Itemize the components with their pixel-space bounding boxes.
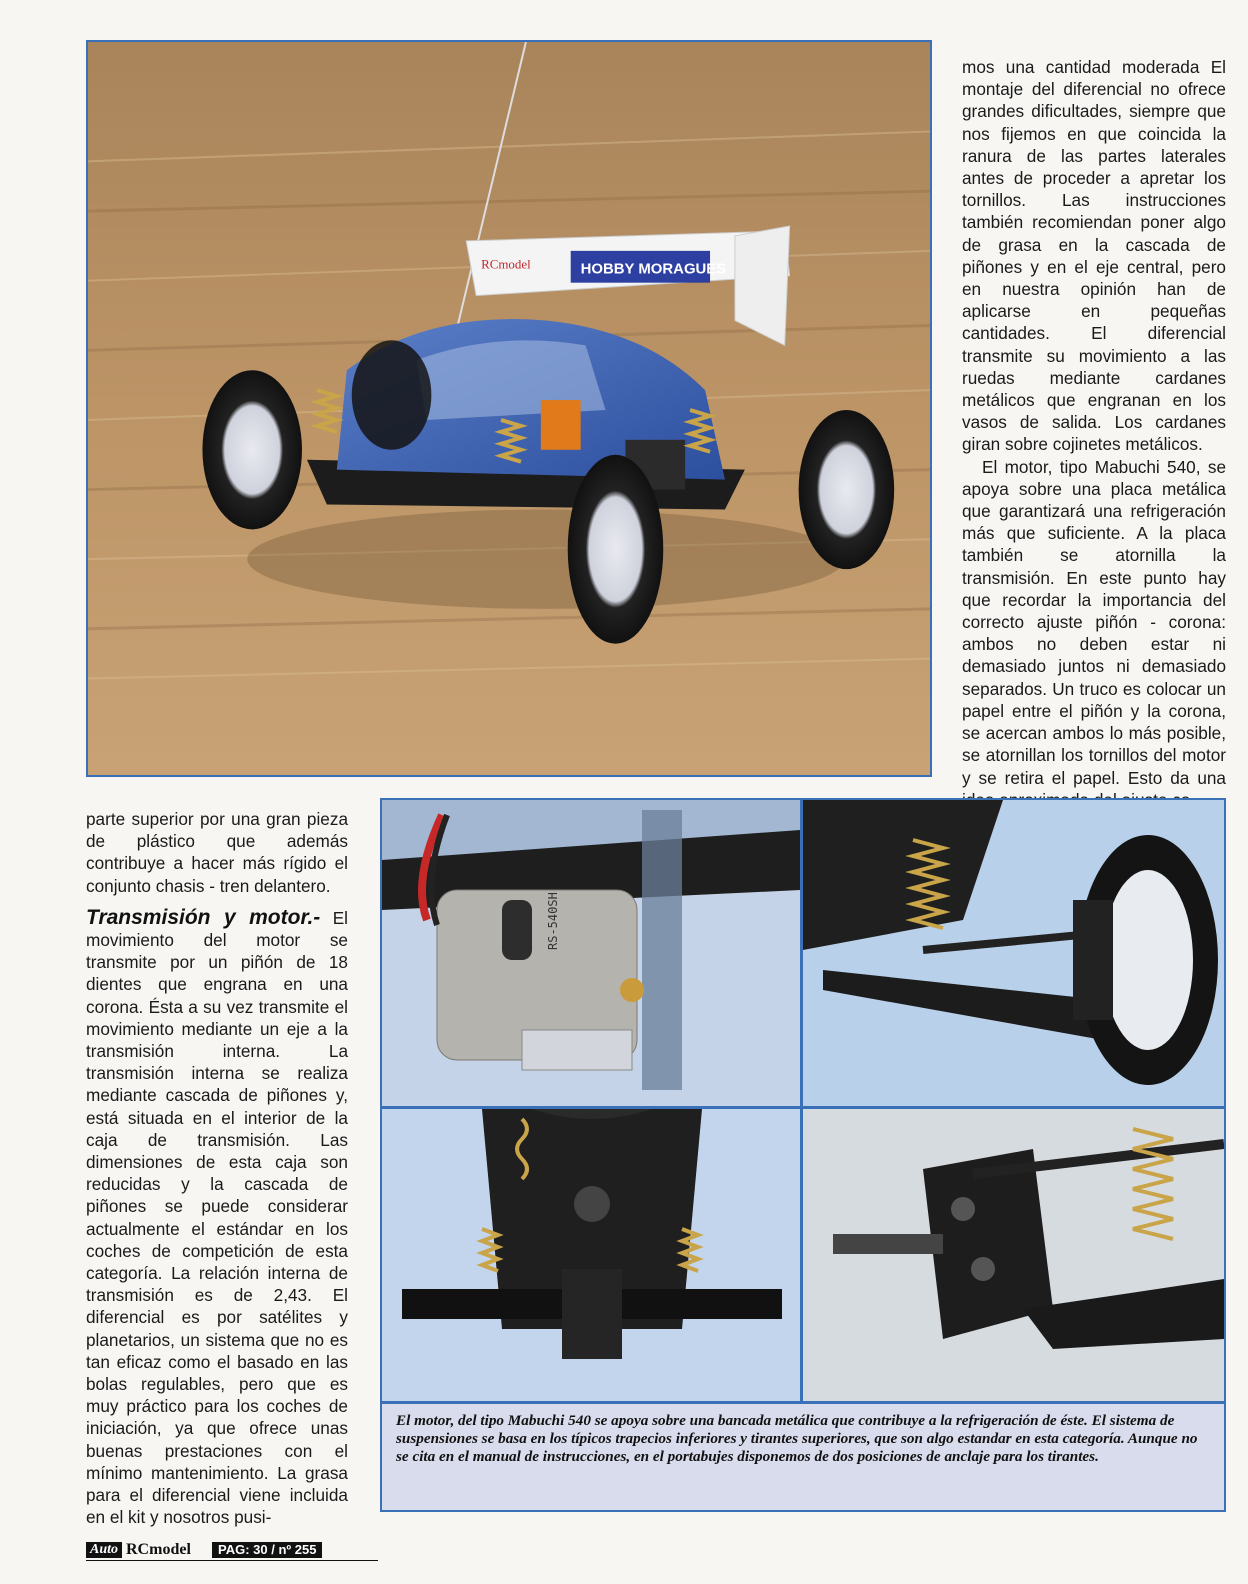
left-paragraph-1: parte superior por una gran pieza de plástico que además contribuye a hacer más rígido el conjunto chasis - tren delantero. [86, 809, 348, 896]
photo-gallery [380, 798, 1226, 1512]
footer-brand: Auto [86, 1542, 122, 1558]
right-paragraph-1: mos una cantidad moderada El montaje del diferencial no ofrece grandes dificultades, siempre que nos fijemos en que coincida la ranura de las partes laterales antes de proceder a apretar los tornillos. Las instrucciones también recomiendan poner algo de grasa en la cascada de piñones y en el eje central, pero en nuestra opinión han de aplicarse en pequeñas cantidades. El diferencial transmite su movimiento a las ruedas mediante cardanes metálicos que engranan en los vasos de salida. Los cardanes giran sobre cojinetes metálicos. [962, 57, 1226, 455]
left-paragraph-2-body: El movimiento del motor se transmite por un piñón de 18 dientes que engrana en una corona. Ésta a su vez transmite el movimiento mediante un eje a la transmisión interna. La transmisión interna se realiza mediante cascada de piñones y, está situada en el interior de la caja de transmisión. Las dimensiones de esta caja son reducidas y la cascada de piñones se puede considerar actualmente el estándar en los coches de competición de esta categoría. La relación interna de transmisión es de 2,43. El diferencial es por satélites y planetarios, un sistema que no es tan eficaz como el basado en las bolas regulables, pero que es muy práctico para los coches de iniciación, ya que ofrece unas buenas prestaciones con el mínimo mantenimiento. La grasa para el diferencial viene incluida en el kit y nosotros pusi- [86, 907, 349, 1528]
motor-label-text: RS-540SH [546, 892, 560, 950]
footer-rule [86, 1560, 378, 1561]
left-text-column [86, 808, 348, 1529]
right-paragraph-2: El motor, tipo Mabuchi 540, se apoya sobre una placa metálica que garantizará una refrigeración más que suficiente. A la placa también se atornilla la transmisión. En este punto hay que recordar la importancia del correcto ajuste piñón - corona: ambos no deben estar ni demasiado juntos ni demasiado separados. Un truco es colocar un papel entre el piñón y la corona, se acercan ambos lo más posible, se atornillan los tornillos del motor y se retira el papel. Esto da una [962, 456, 1226, 788]
right-text-column [962, 56, 1226, 811]
left-paragraph-2 [86, 907, 348, 1529]
footer-page-number: PAG: 30 / nº 255 [212, 1542, 322, 1558]
section-heading: Transmisión y motor.- [86, 905, 321, 929]
photo-motor [382, 800, 800, 1106]
photo-caption: El motor, del tipo Mabuchi 540 se apoya sobre una bancada metálica que contribuye a la refrigeración de éste. El sistema de suspensiones se basa en los típicos trapecios inferiores y tirantes superiores, que son algo estandar en esta categoría. Aunque no se cita en el manual de instrucciones, en el portabujes disponemos de dos posiciones de anclaje para los tirantes. [382, 1404, 1224, 1510]
wing-side-text: RCmodel [481, 256, 531, 272]
photo-steering-hub [803, 1109, 1224, 1401]
wing-logo-text: HOBBY MORAGUES [580, 260, 727, 278]
photo-chassis-underside [382, 1109, 800, 1401]
photo-front-suspension [803, 800, 1224, 1106]
hero-photo-buggy [86, 40, 932, 777]
footer-magazine: RCmodel [126, 1541, 191, 1558]
